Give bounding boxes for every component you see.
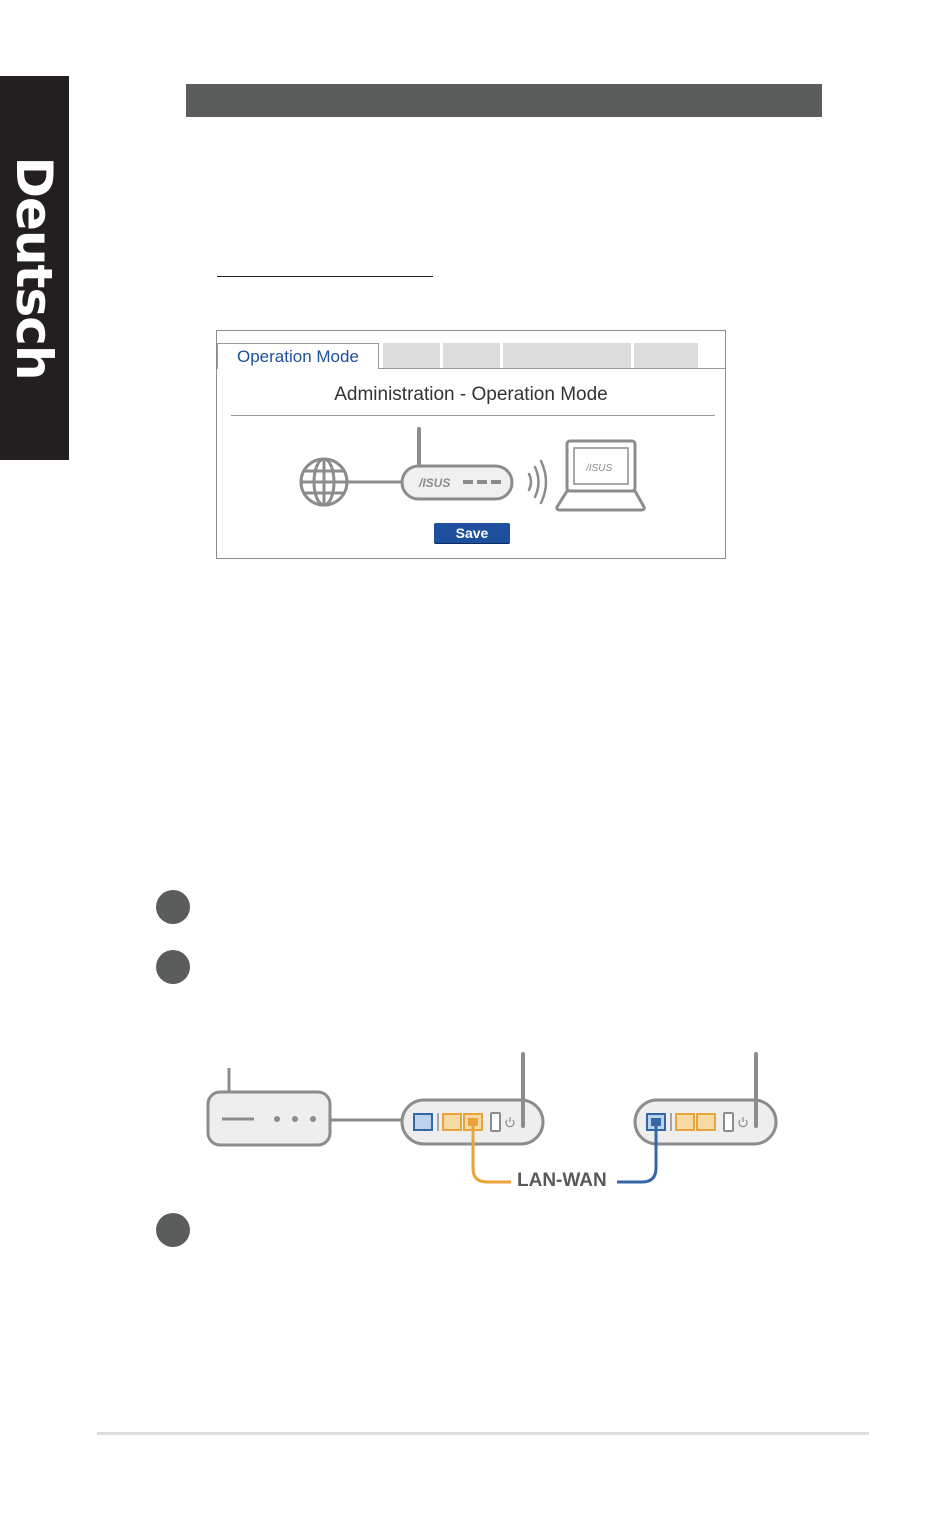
laptop-icon	[557, 441, 644, 510]
globe-icon	[301, 459, 347, 505]
save-button[interactable]: Save	[434, 523, 510, 543]
connection-diagram	[0, 1040, 950, 1240]
footer-rule	[97, 1432, 869, 1435]
wifi-waves-icon	[529, 461, 546, 503]
tab-operation-mode[interactable]: Operation Mode	[217, 343, 379, 369]
modem-icon	[208, 1068, 330, 1145]
tab-2[interactable]	[383, 343, 440, 368]
panel-title: Administration - Operation Mode	[334, 384, 608, 405]
tab-3[interactable]	[443, 343, 500, 368]
operation-mode-panel	[216, 330, 726, 559]
tab-5[interactable]	[634, 343, 698, 368]
panel-divider	[231, 415, 715, 416]
lan-wan-label: LAN-WAN	[517, 1170, 607, 1191]
language-label: Deutsch	[5, 156, 63, 380]
router-logo: /ISUS	[419, 476, 451, 490]
section-header-bar	[186, 84, 822, 117]
tab-4[interactable]	[503, 343, 631, 368]
underline-rule	[217, 276, 433, 277]
laptop-logo: /ISUS	[586, 463, 613, 474]
step-marker-2	[156, 950, 190, 984]
step-marker-1	[156, 890, 190, 924]
router-icon	[402, 429, 512, 499]
